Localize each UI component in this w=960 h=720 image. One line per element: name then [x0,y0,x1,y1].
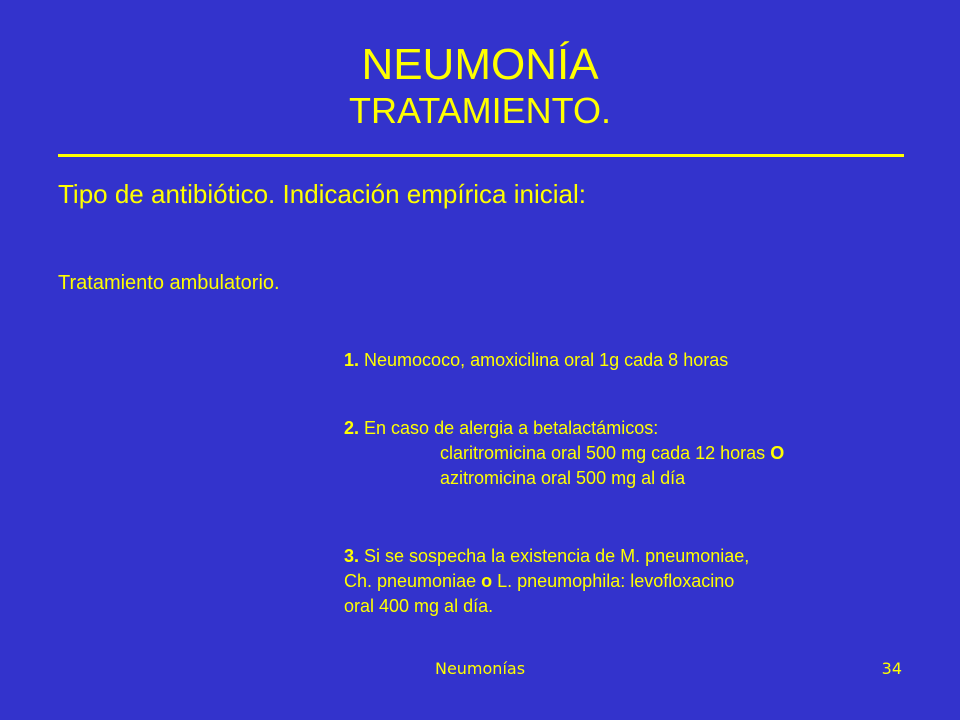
item-conjunction: o [481,571,493,591]
item-line [344,594,749,619]
item-text: En caso de alergia a betalactámicos: [364,418,659,438]
page-number: 34 [881,659,902,678]
treatment-item-2 [344,416,784,491]
title-divider [58,154,904,157]
item-conjunction: O [770,443,785,463]
item-text: L. pneumophila: levofloxacino [497,571,735,591]
slide-subtitle: TRATAMIENTO. [348,90,611,131]
item-line-indented [344,466,784,491]
item-number: 1. [344,350,360,370]
item-number: 2. [344,418,360,438]
slide-title: NEUMONÍA [361,40,599,89]
item-text: azitromicina oral 500 mg al día [440,468,686,488]
treatment-item-3 [344,544,749,619]
item-line [344,544,749,569]
item-text: oral 400 mg al día. [344,596,494,616]
item-line-indented [344,441,784,466]
footer-title: Neumonías [434,659,526,678]
item-text: Neumococo, amoxicilina oral 1g cada 8 horas [364,350,729,370]
item-text: claritromicina oral 500 mg cada 12 horas [440,443,766,463]
treatment-item-1 [344,348,728,373]
item-line [344,416,784,441]
item-text: Si se sospecha la existencia de M. pneumoniae, [364,546,750,566]
item-line [344,569,749,594]
item-number: 3. [344,546,360,566]
section-heading: Tipo de antibiótico. Indicación empírica inicial: [58,179,586,209]
title-block [0,40,960,132]
section-subheading: Tratamiento ambulatorio. [58,272,280,294]
item-text: Ch. pneumoniae [344,571,477,591]
